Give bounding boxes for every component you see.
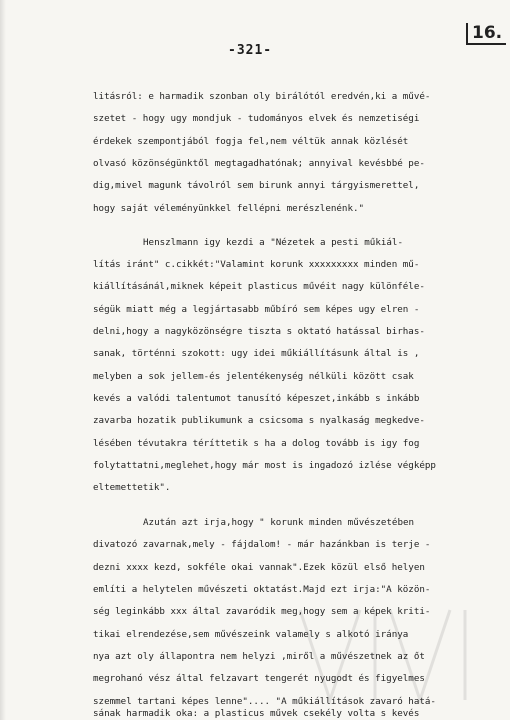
text-line: ség leginkább xxx által zavaródik meg,hogy sem a képek kriti- bbox=[93, 606, 431, 617]
text-line: zavarba hozatik publikumunk a csicsoma s nyalkaság megkedve- bbox=[93, 415, 425, 426]
text-line: sának harmadik oka: a plasticus művek csekély volta s kevés bbox=[93, 708, 420, 719]
faded-watermark-stamp bbox=[290, 590, 480, 710]
text-line: lítás iránt" c.cikkét:"Valamint korunk xxxxxxxxx minden mű- bbox=[93, 259, 420, 270]
text-line: kiállításánál,miknek képeit plasticus művéit nagy különféle- bbox=[93, 281, 425, 292]
text-line: lésében tévutakra téríttetik s ha a dolog tovább is igy fog bbox=[93, 438, 420, 449]
text-line: dezni xxxx kezd, sokféle okai vannak".Ezek közül első helyen bbox=[93, 562, 425, 573]
text-line: delni,hogy a nagyközönségre tiszta s oktató hatással birhas- bbox=[93, 326, 425, 337]
text-line: eltemettetik". bbox=[93, 482, 171, 493]
text-line: tikai elrendezése,sem művészeink valamely s alkotó iránya bbox=[93, 629, 409, 640]
sheet-number: 16. bbox=[466, 23, 506, 45]
text-line: hogy saját véleményünkkel fellépni merészlenénk." bbox=[93, 203, 365, 214]
text-line: divatozó zavarnak,mely - fájdalom! - már hazánkban is terje - bbox=[93, 539, 431, 550]
text-line: Henszlmann igy kezdi a "Nézetek a pesti műkiál- bbox=[143, 237, 403, 248]
page-number: -321- bbox=[228, 43, 273, 58]
text-line: olvasó közönségünktől megtagadhatónak; annyival kevésbbé pe- bbox=[93, 158, 425, 169]
text-line: melyben a sok jellem-és jelentékenység nélküli között csak bbox=[93, 371, 414, 382]
text-line: szetet - hogy ugy mondjuk - tudományos elvek és nemzetiségi bbox=[93, 113, 420, 124]
left-scan-edge bbox=[0, 0, 6, 720]
text-line: szemmel tartani képes lenne".... "A műkiállítások zavaró hatá- bbox=[93, 696, 436, 707]
text-line: Azután azt irja,hogy " korunk minden művészetében bbox=[143, 517, 415, 528]
text-line: nya azt oly állapontra nem helyzi ,miről a művészetnek az őt bbox=[93, 651, 425, 662]
text-line: kevés a valódi talentumot tanusító képeszet,inkább s inkább bbox=[93, 393, 420, 404]
text-line: említi a helytelen művészeti oktatást.Majd ezt irja:"A közön- bbox=[93, 584, 431, 595]
text-line: dig,mivel magunk távolról sem birunk annyi tárgyismerettel, bbox=[93, 180, 420, 191]
text-line: litásról: e harmadik szonban oly birálótól eredvén,ki a művé- bbox=[93, 91, 431, 102]
text-line: folytattatni,meglehet,hogy már most is ingadozó izlése végképp bbox=[93, 460, 436, 471]
text-line: sanak, történni szokott: ugy idei műkiállításunk által is , bbox=[93, 348, 420, 359]
text-line: érdekek szempontjából fogja fel,nem véltük annak közlését bbox=[93, 136, 409, 147]
text-line: megrohanó vész által felzavart tengerét nyugodt és figyelmes bbox=[93, 673, 425, 684]
text-line: ségük miatt még a legjártasabb műbíró sem képes ugy elren - bbox=[93, 304, 420, 315]
